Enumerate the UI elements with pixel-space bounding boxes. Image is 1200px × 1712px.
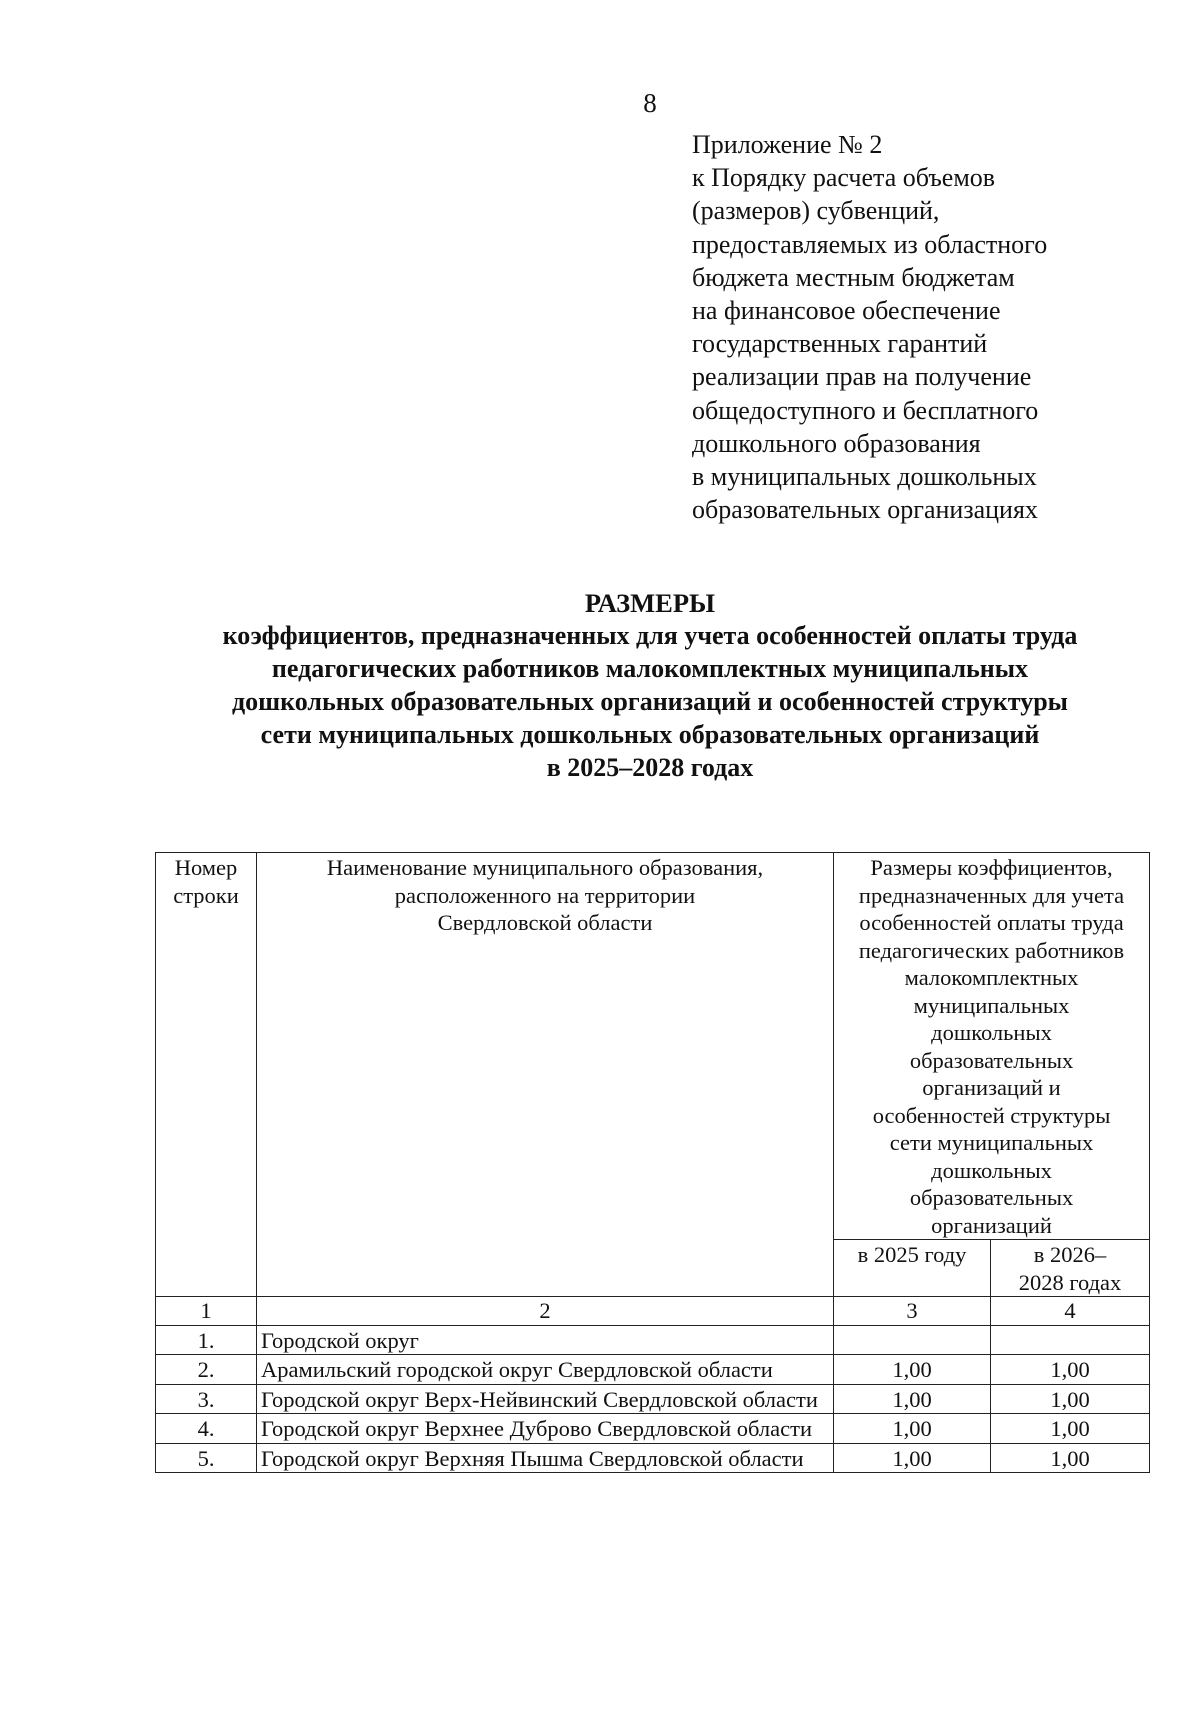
table-row xyxy=(156,1325,1150,1355)
coefficients-table xyxy=(155,852,1150,1473)
column-number: 3 xyxy=(834,1297,991,1326)
appendix-line: (размеров) субвенций, xyxy=(692,196,940,226)
municipality-name: Городской округ Верхнее Дуброво Свердловской области xyxy=(257,1414,834,1444)
appendix-line: в муниципальных дошкольных xyxy=(692,462,1037,492)
column-number: 4 xyxy=(991,1297,1150,1326)
title-line: сети муниципальных дошкольных образовательных организаций xyxy=(260,720,1040,749)
appendix-line: бюджета местным бюджетам xyxy=(692,262,1015,292)
appendix-line: реализации прав на получение xyxy=(692,362,1032,392)
coefficient-2025 xyxy=(834,1325,991,1355)
document-title xyxy=(150,587,1150,784)
appendix-line: образовательных организациях xyxy=(692,495,1038,525)
table-row xyxy=(156,1414,1150,1444)
table-row xyxy=(156,1355,1150,1385)
header-row-number: Номер строки xyxy=(156,853,257,1297)
coefficient-2025: 1,00 xyxy=(834,1355,991,1385)
appendix-line: общедоступного и бесплатного xyxy=(692,395,1039,425)
appendix-line: предоставляемых из областного xyxy=(692,229,1048,259)
coefficient-2026-2028: 1,00 xyxy=(991,1443,1150,1473)
header-year-2025: в 2025 году xyxy=(834,1240,991,1297)
row-number: 4. xyxy=(156,1414,257,1444)
row-number: 5. xyxy=(156,1443,257,1473)
coefficient-2025: 1,00 xyxy=(834,1384,991,1414)
appendix-block xyxy=(692,128,1162,526)
municipality-name: Городской округ xyxy=(257,1325,834,1355)
municipality-name: Городской округ Верх-Нейвинский Свердловской области xyxy=(257,1384,834,1414)
municipality-name: Арамильский городской округ Свердловской области xyxy=(257,1355,834,1385)
title-line: педагогических работников малокомплектных муниципальных xyxy=(271,654,1029,683)
row-number: 1. xyxy=(156,1325,257,1355)
coefficient-2026-2028 xyxy=(991,1325,1150,1355)
appendix-line: дошкольного образования xyxy=(692,428,981,458)
coefficient-2026-2028: 1,00 xyxy=(991,1384,1150,1414)
column-number-row xyxy=(156,1297,1150,1326)
header-year-2026-2028: в 2026– 2028 годах xyxy=(991,1240,1150,1297)
coefficient-2026-2028: 1,00 xyxy=(991,1355,1150,1385)
title-line: в 2025–2028 годах xyxy=(546,753,754,782)
appendix-line: Приложение № 2 xyxy=(692,130,883,159)
row-number: 3. xyxy=(156,1384,257,1414)
title-main: РАЗМЕРЫ xyxy=(584,588,716,618)
column-number: 1 xyxy=(156,1297,257,1326)
header-coefficients: Размеры коэффициентов, предназначенных для учета особенностей оплаты труда педагогических работников малокомплектных муниципальных дошкольных образовательных организаций и особенностей структуры сети муниципальных дошкольных образовательных организаций xyxy=(834,853,1150,1240)
header-municipality-name: Наименование муниципального образования, расположенного на территории Свердловской области xyxy=(257,853,834,1297)
column-number: 2 xyxy=(257,1297,834,1326)
appendix-line: государственных гарантий xyxy=(692,329,988,359)
page-number: 8 xyxy=(643,88,657,118)
title-line: дошкольных образовательных организаций и особенностей структуры xyxy=(232,687,1068,716)
table-row xyxy=(156,1384,1150,1414)
appendix-line: к Порядку расчета объемов xyxy=(692,163,996,193)
appendix-line: на финансовое обеспечение xyxy=(692,296,1001,326)
title-line: коэффициентов, предназначенных для учета особенностей оплаты труда xyxy=(222,621,1078,650)
row-number: 2. xyxy=(156,1355,257,1385)
coefficient-2026-2028: 1,00 xyxy=(991,1414,1150,1444)
coefficient-2025: 1,00 xyxy=(834,1414,991,1444)
coefficient-2025: 1,00 xyxy=(834,1443,991,1473)
municipality-name: Городской округ Верхняя Пышма Свердловской области xyxy=(257,1443,834,1473)
table-row xyxy=(156,1443,1150,1473)
